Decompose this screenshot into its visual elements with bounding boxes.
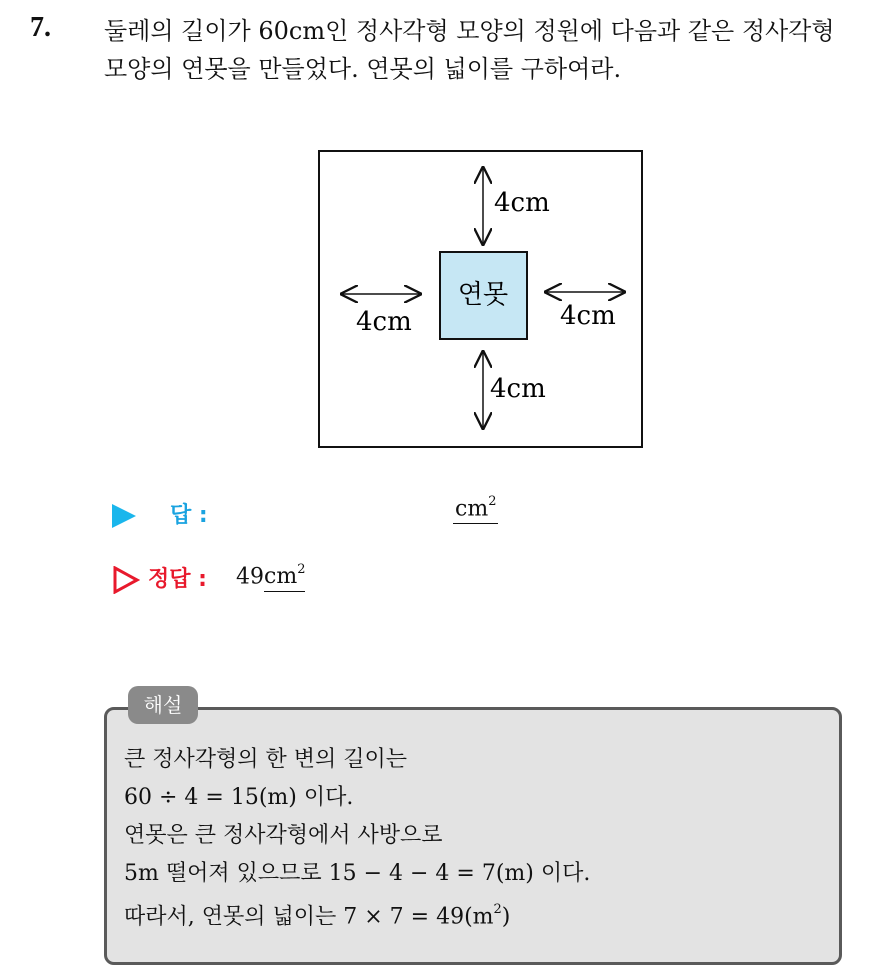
correct-answer-unit-exponent: 2 [297,562,306,577]
correct-answer-label: 정답 : [148,567,207,592]
explanation-text [124,741,590,936]
question-line-2: 모양의 연못을 만들었다. 연못의 넓이를 구하여라. [104,55,622,83]
explanation-line-3: 연못은 큰 정사각형에서 사방으로 [124,823,443,848]
explanation-line-4: 5m 떨어져 있으므로 15 − 4 − 4 = 7(m) 이다. [124,861,591,886]
question-text [104,12,874,88]
correct-answer-unit-wrap [264,564,305,592]
explanation-line-2: 60 ÷ 4 = 15(m) 이다. [124,785,354,810]
bottom-gap-label: 4cm [490,374,546,404]
right-gap-label: 4cm [560,301,616,331]
explanation-line-5 [124,893,590,936]
pond-label: 연못 [457,280,509,310]
explanation-tab: 해설 [128,686,198,724]
explanation-line-1: 큰 정사각형의 한 변의 길이는 [124,747,407,772]
correct-answer-row [108,560,608,600]
play-icon [112,504,136,528]
question-line-1: 둘레의 길이가 60cm인 정사각형 모양의 정원에 다음과 같은 정사각형 [104,17,835,45]
answer-input-blank[interactable] [453,496,498,524]
outline-play-icon [112,566,140,594]
left-gap-label: 4cm [356,307,412,337]
correct-answer-number: 49 [236,564,264,590]
explanation-line-5-main: 따라서, 연못의 넓이는 7 × 7 = 49(m [124,904,494,930]
correct-answer-unit: cm [264,564,298,590]
top-gap-label: 4cm [494,188,550,218]
explanation-line-5-end: ) [501,904,511,930]
answer-label: 답 : [170,503,208,528]
answer-unit-exponent: 2 [488,494,497,509]
garden-diagram [318,150,644,450]
correct-answer-value [236,564,305,589]
question-number: 7. [30,12,51,43]
answer-row [108,496,608,536]
answer-unit: cm [455,496,489,522]
explanation-line-5-exponent: 2 [493,902,502,917]
